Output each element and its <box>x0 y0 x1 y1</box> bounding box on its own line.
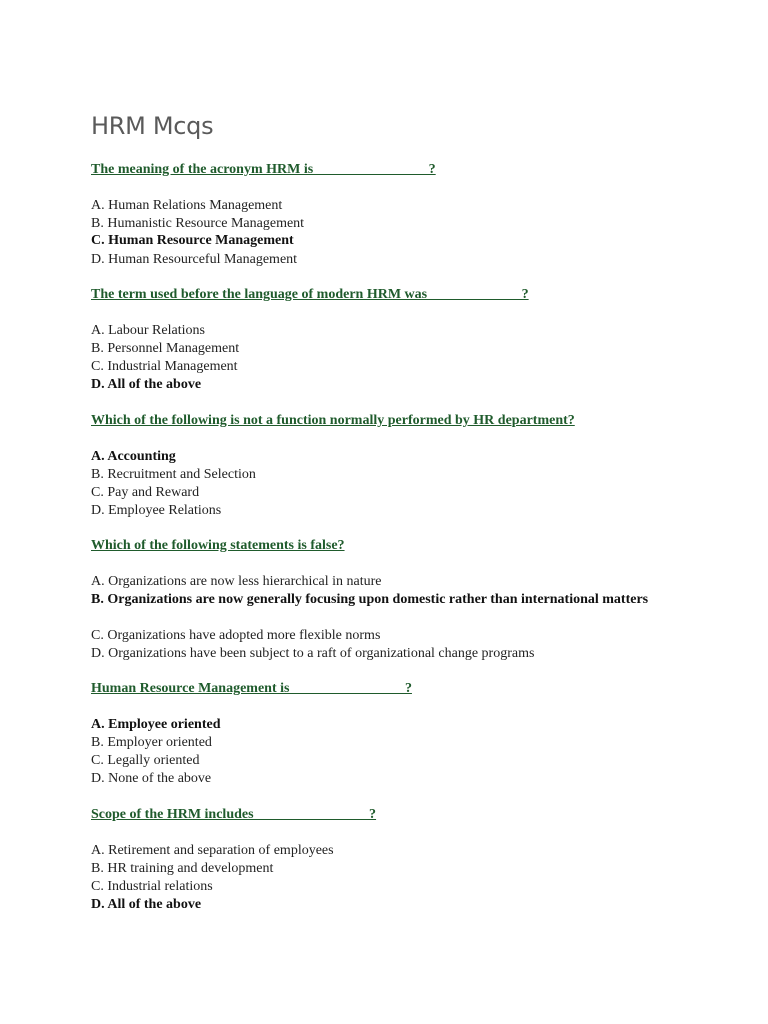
answer-option: C. Pay and Reward <box>91 485 200 500</box>
answer-option-correct: D. All of the above <box>91 897 202 912</box>
answer-option: B. Humanistic Resource Management <box>91 216 305 231</box>
answer-option: B. Recruitment and Selection <box>91 467 256 482</box>
answer-option: C. Industrial Management <box>91 359 238 374</box>
question-heading: Human Resource Management is ________________? <box>91 681 412 696</box>
answer-option: B. HR training and development <box>91 861 274 876</box>
question-heading: Which of the following statements is false? <box>91 538 345 553</box>
question-heading: Which of the following is not a function normally performed by HR department? <box>91 413 575 428</box>
answer-option-correct: A. Employee oriented <box>91 717 221 732</box>
question-heading: The meaning of the acronym HRM is ________________? <box>91 162 436 177</box>
answer-option: D. Organizations have been subject to a raft of organizational change programs <box>91 646 535 661</box>
answer-option: C. Legally oriented <box>91 753 200 768</box>
answer-option-correct: C. Human Resource Management <box>91 233 294 248</box>
answer-option: C. Industrial relations <box>91 879 213 894</box>
answer-option: A. Organizations are now less hierarchical in nature <box>91 574 382 589</box>
answer-option: D. Employee Relations <box>91 503 222 518</box>
answer-option: B. Employer oriented <box>91 735 212 750</box>
answer-option: D. None of the above <box>91 771 212 786</box>
question-heading: Scope of the HRM includes ________________? <box>91 807 377 822</box>
answer-option-correct: A. Accounting <box>91 449 176 464</box>
answer-option: C. Organizations have adopted more flexible norms <box>91 628 381 643</box>
answer-option: B. Personnel Management <box>91 341 240 356</box>
answer-option: A. Retirement and separation of employees <box>91 843 334 858</box>
question-heading: The term used before the language of modern HRM was _____________? <box>91 287 529 302</box>
answer-option-correct: B. Organizations are now generally focusing upon domestic rather than international matters <box>91 592 649 607</box>
answer-option: A. Human Relations Management <box>91 198 283 213</box>
page-title: HRM Mcqs <box>91 112 214 140</box>
answer-option: D. Human Resourceful Management <box>91 252 298 267</box>
answer-option-correct: D. All of the above <box>91 377 202 392</box>
answer-option: A. Labour Relations <box>91 323 205 338</box>
